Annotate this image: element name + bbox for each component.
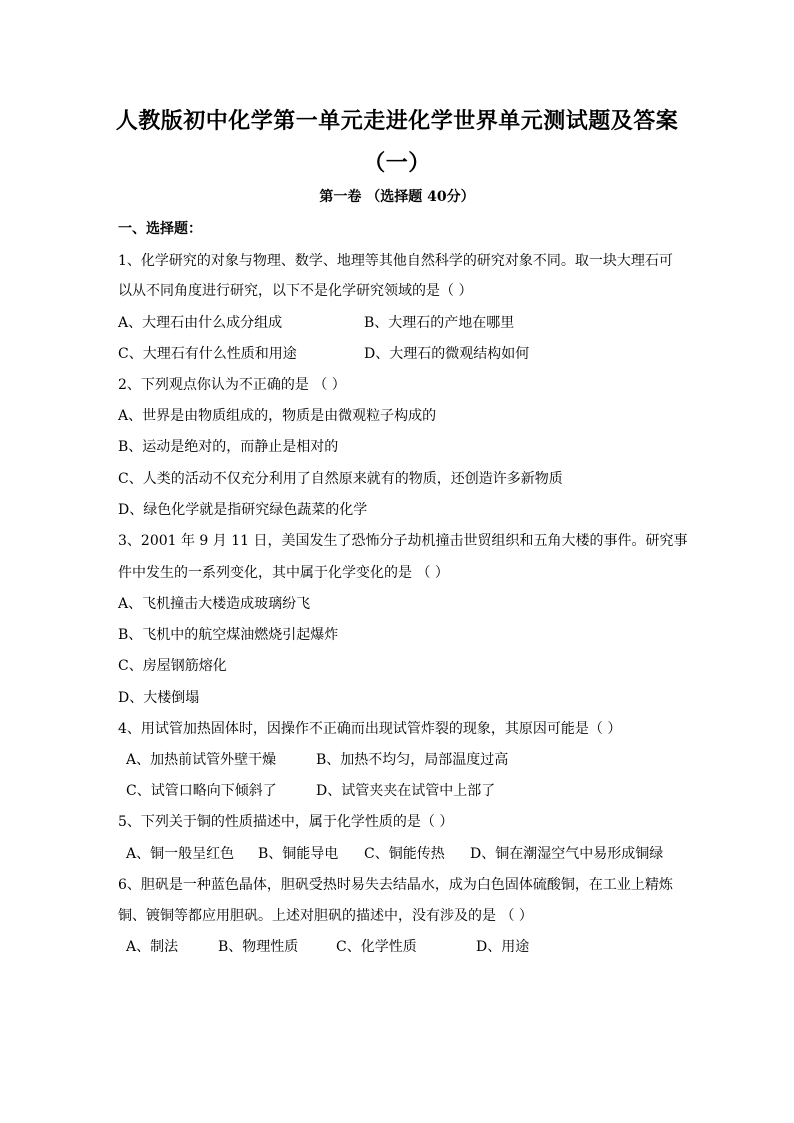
document-title-line1: 人教版初中化学第一单元走进化学世界单元测试题及答案 [115, 108, 679, 134]
volume-heading: 第一卷 （选择题 40分） [319, 189, 475, 205]
question-3-option-b: B、飞机中的航空煤油燃烧引起爆炸 [118, 627, 339, 643]
question-5-option-b: B、铜能导电 [258, 846, 339, 862]
question-2-option-b: B、运动是绝对的，而静止是相对的 [118, 439, 339, 455]
question-4-option-c: C、试管口略向下倾斜了 [126, 783, 277, 799]
question-5-option-d: D、铜在潮湿空气中易形成铜绿 [470, 846, 664, 862]
question-6-option-d: D、用途 [476, 939, 530, 955]
question-3-option-d: D、大楼倒塌 [118, 690, 200, 706]
question-6-stem-line1: 6、胆矾是一种蓝色晶体，胆矾受热时易失去结晶水，成为白色固体硫酸铜，在工业上精炼 [118, 877, 673, 893]
question-4-option-d: D、试管夹夹在试管中上部了 [316, 783, 496, 799]
question-1-option-c: C、大理石有什么性质和用途 [118, 346, 297, 362]
question-1-option-a: A、大理石由什么成分组成 [118, 315, 283, 331]
question-2-option-a: A、世界是由物质组成的，物质是由微观粒子构成的 [118, 408, 437, 424]
question-3-stem-line2: 件中发生的一系列变化，其中属于化学变化的是 （ ） [118, 565, 449, 581]
question-4-stem: 4、用试管加热固体时，因操作不正确而出现试管炸裂的现象，其原因可能是（ ） [118, 721, 622, 737]
question-6-stem-line2: 铜、镀铜等都应用胆矾。上述对胆矾的描述中，没有涉及的是 （ ） [118, 908, 533, 924]
question-3-stem-line1: 3、2001 年 9 月 11 日，美国发生了恐怖分子劫机撞击世贸组织和五角大楼的事件。研究事 [118, 533, 688, 549]
question-1-stem-line1: 1、化学研究的对象与物理、数学、地理等其他自然科学的研究对象不同。取一块大理石可 [118, 253, 673, 269]
question-3-option-a: A、飞机撞击大楼造成玻璃纷飞 [118, 596, 311, 612]
question-6-option-b: B、物理性质 [218, 939, 299, 955]
question-2-stem: 2、下列观点你认为不正确的是 （ ） [118, 377, 346, 393]
question-5-stem: 5、下列关于铜的性质描述中，属于化学性质的是（ ） [118, 814, 454, 830]
question-2-option-d: D、绿色化学就是指研究绿色蔬菜的化学 [118, 502, 368, 518]
question-4-option-a: A、加热前试管外壁干燥 [126, 752, 277, 768]
section-heading: 一、选择题： [118, 221, 202, 237]
question-1-stem-line2: 以从不同角度进行研究，以下不是化学研究领域的是（ ） [118, 283, 473, 299]
document-title-line2: （一） [363, 150, 431, 176]
question-5-option-c: C、铜能传热 [364, 846, 445, 862]
question-2-option-c: C、人类的活动不仅充分利用了自然原来就有的物质，还创造许多新物质 [118, 471, 563, 487]
question-3-option-c: C、房屋钢筋熔化 [118, 658, 227, 674]
question-6-option-a: A、制法 [126, 939, 179, 955]
question-1-option-b: B、大理石的产地在哪里 [364, 315, 515, 331]
question-4-option-b: B、加热不均匀，局部温度过高 [316, 752, 509, 768]
question-5-option-a: A、铜一般呈红色 [126, 846, 235, 862]
question-6-option-c: C、化学性质 [336, 939, 417, 955]
question-1-option-d: D、大理石的微观结构如何 [364, 346, 530, 362]
